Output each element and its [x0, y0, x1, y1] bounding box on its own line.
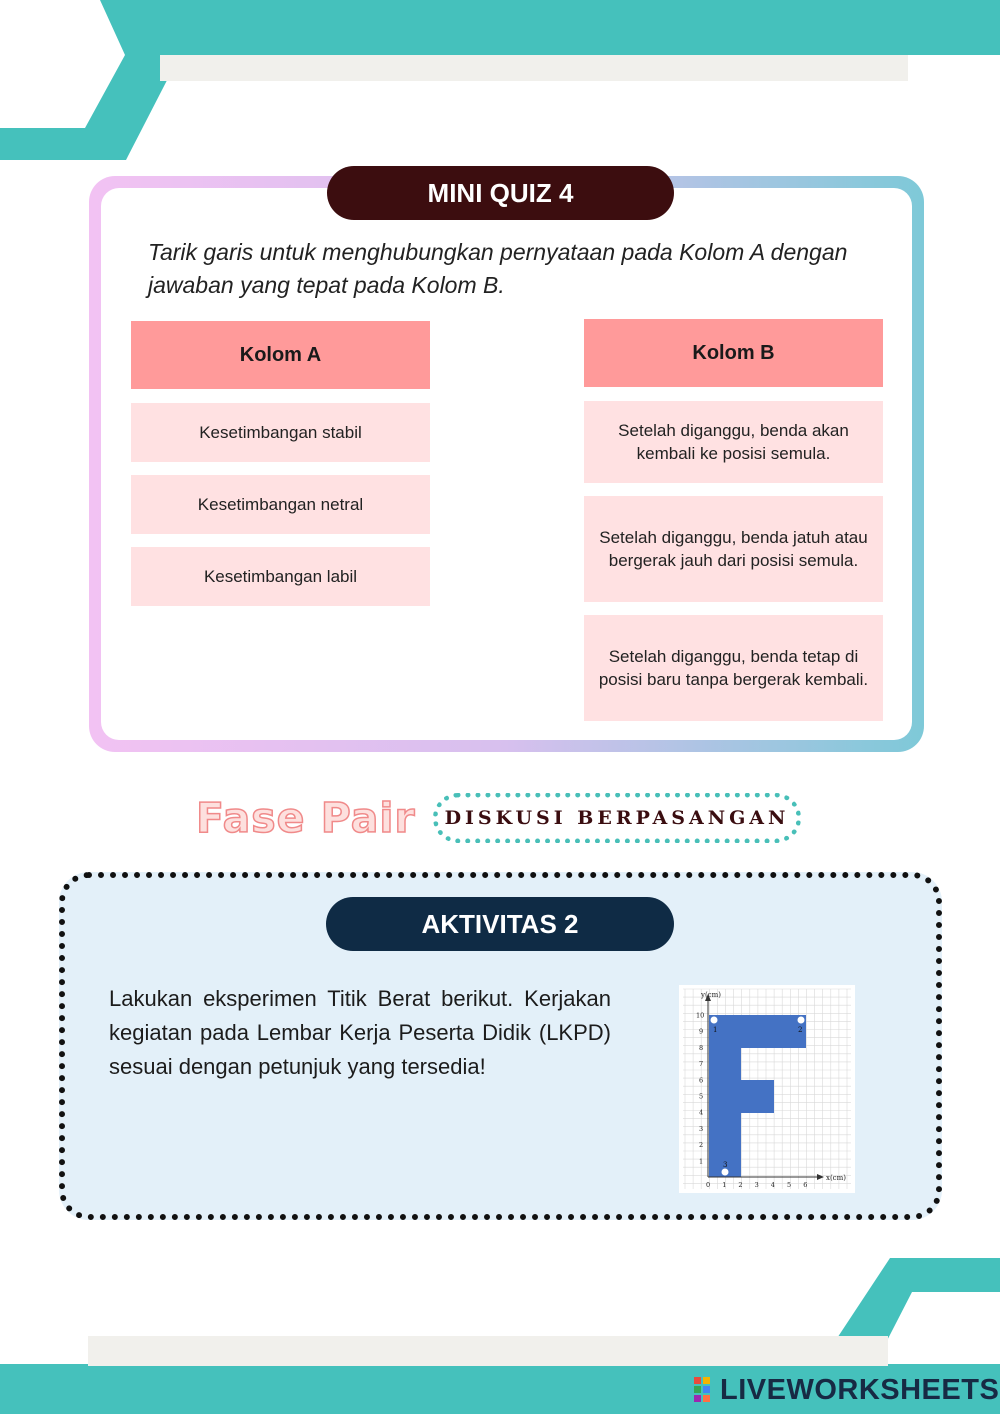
liveworksheets-logo[interactable]: [694, 1375, 999, 1405]
figure-y-tick: 8: [699, 1043, 704, 1052]
figure-top-bar: [709, 1015, 806, 1048]
figure-x-tick: 0: [706, 1181, 711, 1189]
column-a-item[interactable]: Kesetimbangan labil: [131, 547, 430, 606]
figure-y-tick: 3: [699, 1124, 704, 1133]
figure-y-label: y(cm): [701, 991, 721, 999]
center-of-gravity-figure: [679, 985, 855, 1193]
figure-y-tick: 6: [699, 1076, 704, 1085]
figure-x-tick: 5: [787, 1181, 792, 1189]
phase-badge: DISKUSI BERPASANGAN: [433, 793, 801, 843]
logo-text: LIVEWORKSHEETS: [720, 1373, 1000, 1406]
figure-x-tick: 6: [803, 1181, 808, 1189]
figure-y-tick: 10: [696, 1011, 705, 1020]
quiz-title: MINI QUIZ 4: [327, 166, 674, 220]
phase-title: Fase Pair: [196, 794, 416, 842]
figure-middle-bar: [741, 1080, 774, 1113]
column-a-header: Kolom A: [131, 321, 430, 389]
figure-y-tick: 7: [699, 1060, 704, 1069]
figure-point-1: [711, 1017, 718, 1024]
figure-y-tick: 2: [699, 1141, 704, 1150]
figure-y-tick: 1: [699, 1157, 704, 1166]
column-b-item[interactable]: Setelah diganggu, benda tetap di posisi baru tanpa bergerak kembali.: [584, 615, 883, 721]
figure-y-tick: 5: [699, 1092, 704, 1101]
activity-title: AKTIVITAS 2: [326, 897, 674, 951]
column-b-item[interactable]: Setelah diganggu, benda akan kembali ke posisi semula.: [584, 401, 883, 483]
top-gray-strip: [160, 55, 908, 81]
figure-point-label-3: 3: [723, 1161, 728, 1169]
figure-y-tick: 9: [699, 1027, 704, 1036]
figure-point-label-1: 1: [713, 1026, 718, 1034]
bottom-gray-strip: [88, 1336, 888, 1366]
figure-x-tick: 2: [738, 1181, 743, 1189]
logo-icon: [694, 1377, 720, 1403]
figure-y-tick: 4: [699, 1108, 704, 1117]
column-b-header: Kolom B: [584, 319, 883, 387]
column-a-item[interactable]: Kesetimbangan netral: [131, 475, 430, 534]
figure-x-tick: 4: [770, 1181, 775, 1189]
quiz-instruction: Tarik garis untuk menghubungkan pernyataan pada Kolom A dengan jawaban yang tepat pada Kolom B.: [148, 239, 848, 298]
activity-text: Lakukan eksperimen Titik Berat berikut. Kerjakan kegiatan pada Lembar Kerja Peserta Didik (LKPD) sesuai dengan petunjuk yang tersedia!: [109, 986, 611, 1079]
figure-x-label: x(cm): [826, 1174, 846, 1182]
figure-point-label-2: 2: [798, 1026, 803, 1034]
column-b-item[interactable]: Setelah diganggu, benda jatuh atau bergerak jauh dari posisi semula.: [584, 496, 883, 602]
figure-x-tick: 1: [722, 1181, 727, 1189]
figure-point-3: [722, 1169, 729, 1176]
figure-point-2: [798, 1017, 805, 1024]
column-a-item[interactable]: Kesetimbangan stabil: [131, 403, 430, 462]
figure-stem: [709, 1048, 741, 1177]
figure-x-tick: 3: [754, 1181, 759, 1189]
